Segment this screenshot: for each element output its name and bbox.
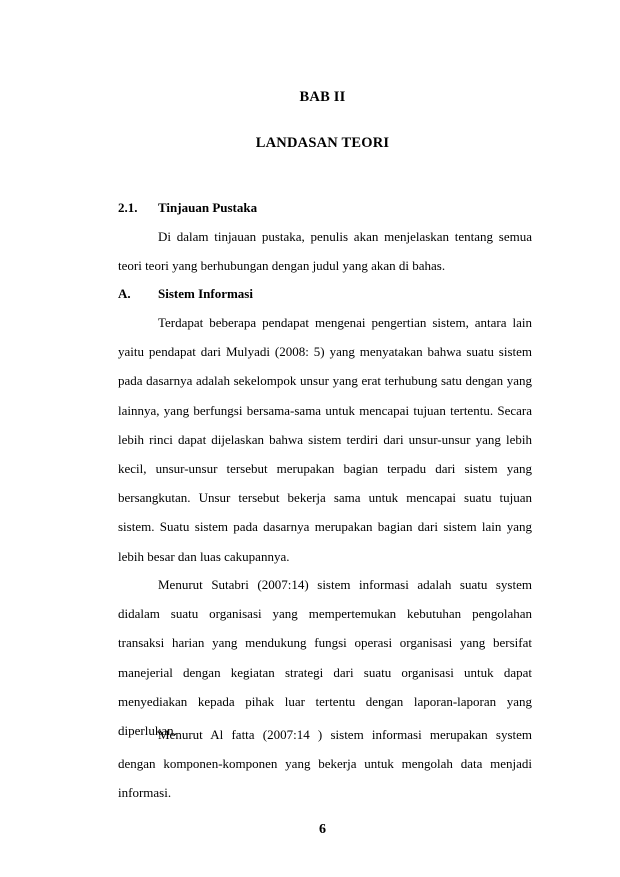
paragraph-mulyadi: Terdapat beberapa pendapat mengenai pengertian sistem, antara lain yaitu pendapat dari Mulyadi (2008: 5) yang menyatakan bahwa suatu sistem pada dasarnya adalah sekelompok unsur yang erat terhubung satu dengan yang lainnya, yang berfungsi bersama-sama untuk mencapai tujuan tertentu. Secara lebih rinci dapat dijelaskan bahwa sistem terdiri dari unsur-unsur yang lebih kecil, unsur-unsur tersebut merupakan bagian terpadu dari sistem yang bersangkutan. Unsur tersebut bekerja sama untuk mencapai suatu tujuan sistem. Suatu sistem pada dasarnya merupakan bagian dari sistem lain yang lebih besar dan luas cakupannya. (118, 315, 532, 564)
section-heading-tinjauan-pustaka (118, 200, 257, 216)
paragraph-al-fatta: Menurut Al fatta (2007:14 ) sistem informasi merupakan system dengan komponen-komponen yang bekerja untuk mengolah data menjadi informasi. (118, 727, 532, 801)
section-heading-sistem-informasi (118, 286, 253, 302)
chapter-heading: BAB II (299, 89, 346, 105)
paragraph-tinjauan-intro: Di dalam tinjauan pustaka, penulis akan menjelaskan tentang semua teori teori yang berhubungan dengan judul yang akan di bahas. (118, 229, 532, 274)
section-number: 2.1. (118, 200, 138, 215)
chapter-title: LANDASAN TEORI (255, 135, 390, 151)
section-number: A. (118, 286, 131, 301)
section-title: Tinjauan Pustaka (158, 200, 258, 215)
page-number: 6 (319, 822, 326, 837)
paragraph-sutabri: Menurut Sutabri (2007:14) sistem informasi adalah suatu system didalam suatu organisasi yang mempertemukan kebutuhan pengolahan transaksi harian yang mendukung fungsi operasi organisasi yang bersifat manejerial dengan kegiatan strategi dari suatu organisasi untuk dapat menyediakan kepada pihak luar tertentu dengan laporan-laporan yang diperlukan. (118, 577, 532, 739)
section-title: Sistem Informasi (158, 286, 253, 301)
